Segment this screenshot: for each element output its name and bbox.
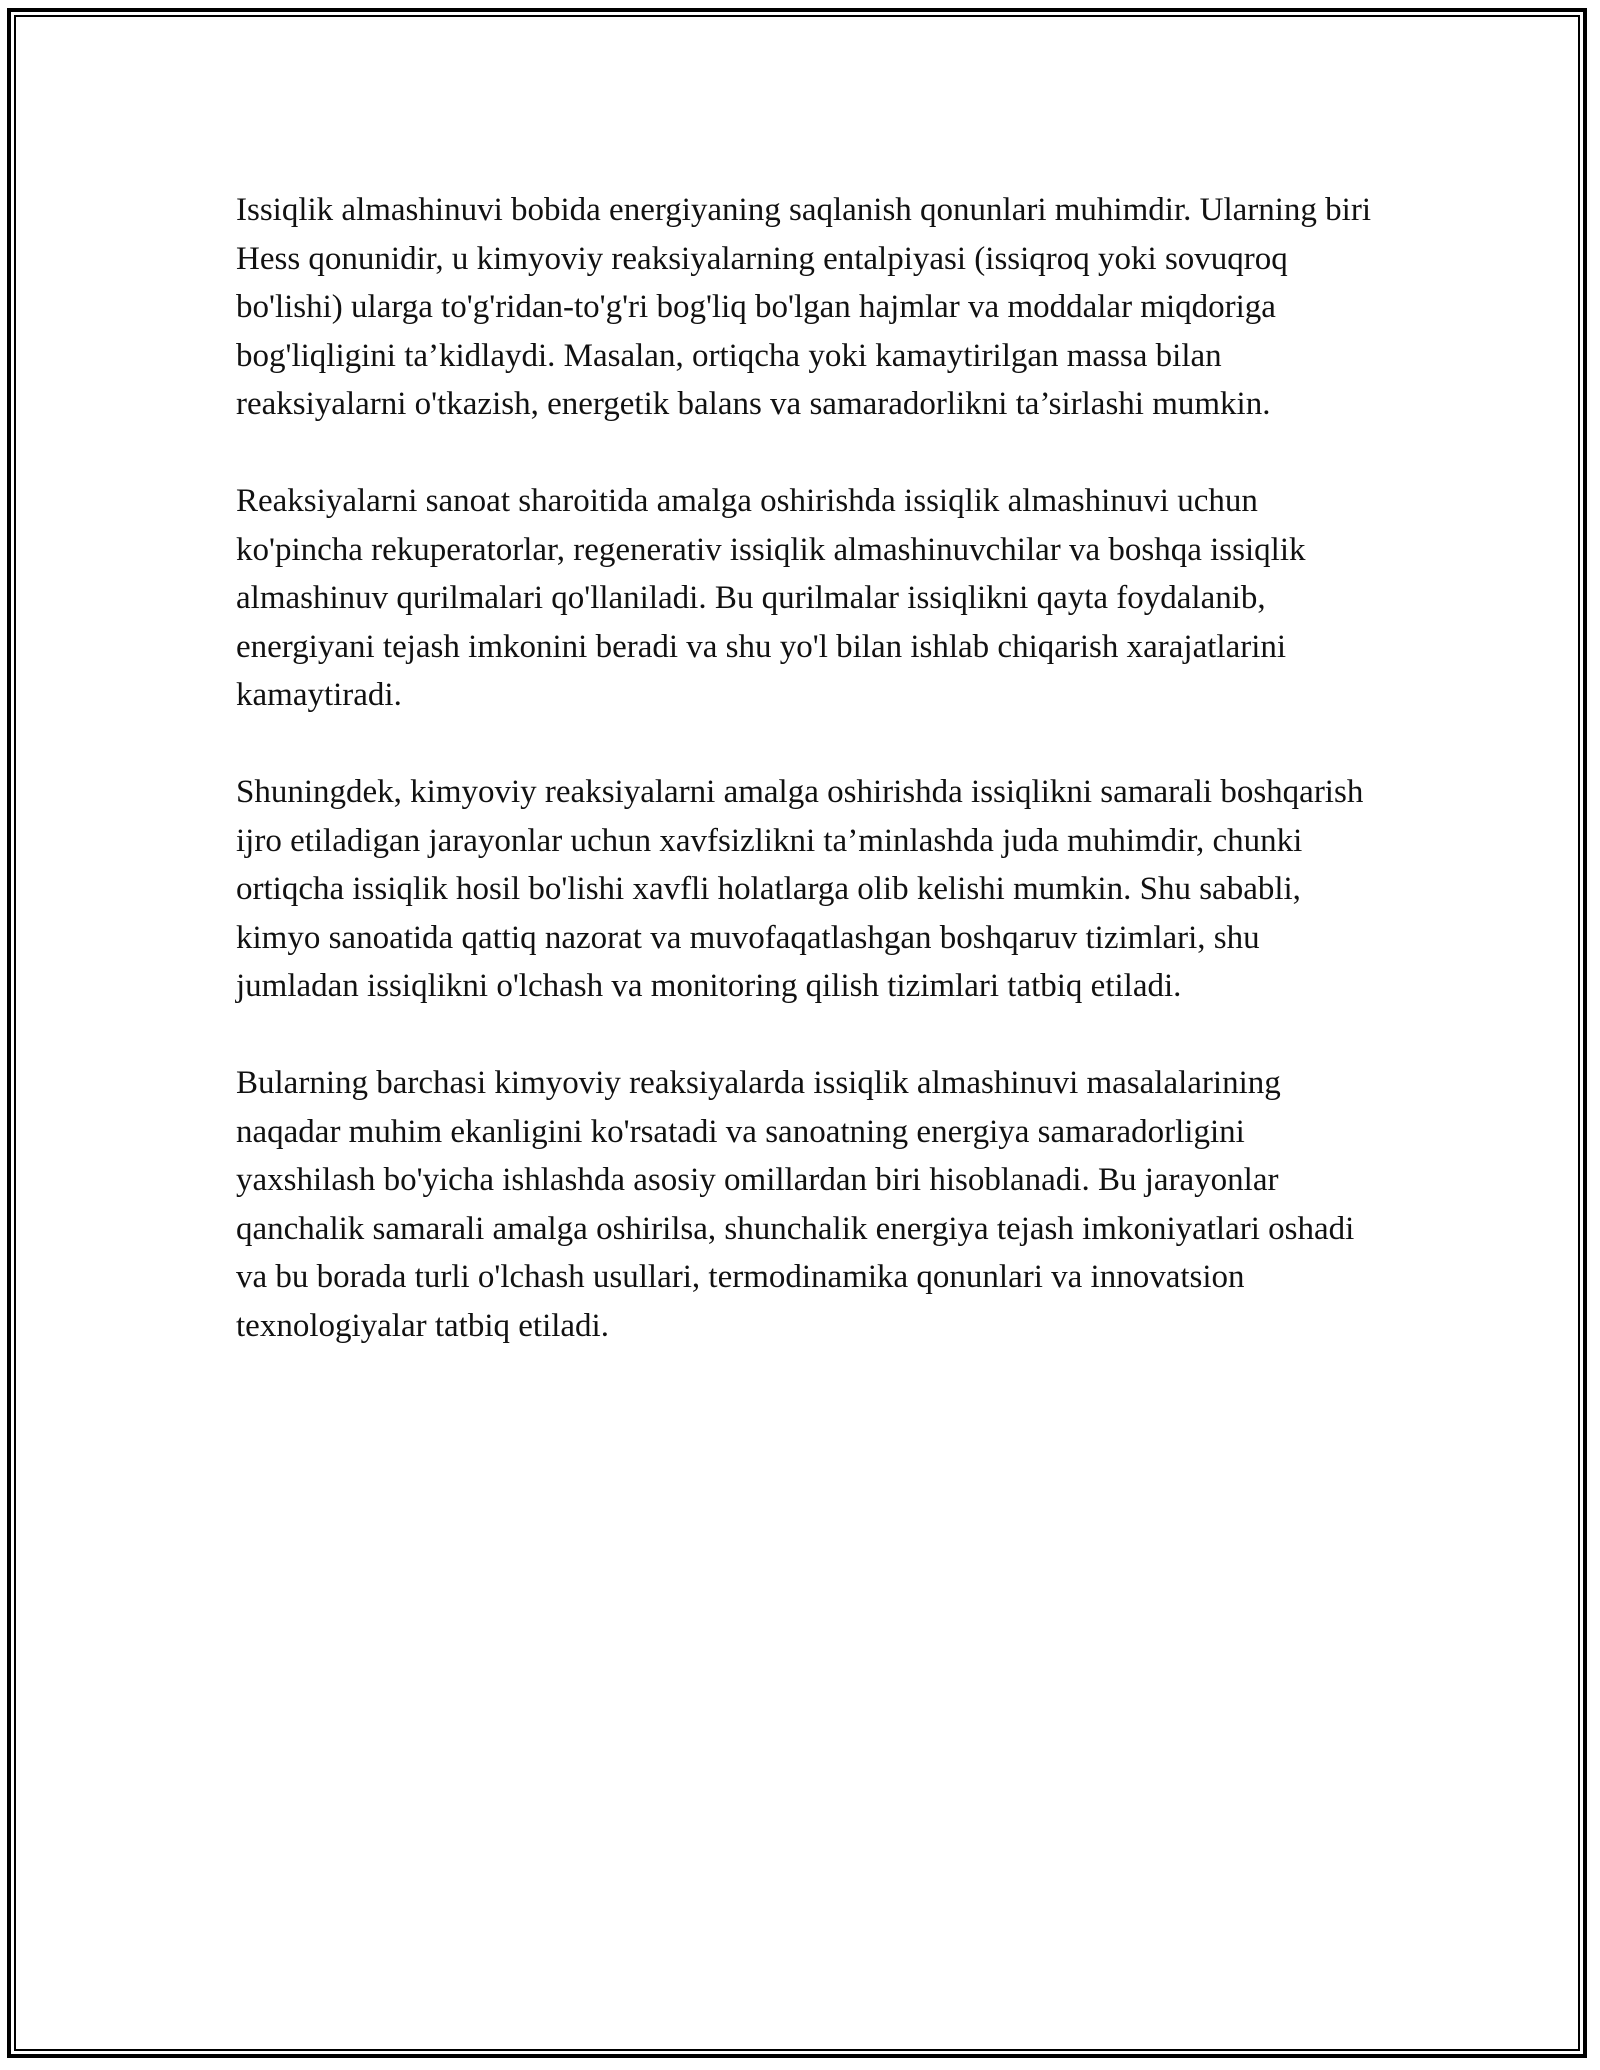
paragraph-1: Issiqlik almashinuvi bobida energiyaning saqlanish qonunlari muhimdir. Ularning biri Hess qonunidir, u kimyoviy reaksiyalarning entalpiyasi (issiqroq yoki sovuqroq bo'lishi) ularga to'g'ridan-to'g'ri bog'liq bo'lgan hajmlar va moddalar miqdoriga bog'liqligini ta’kidlaydi. Masalan, ortiqcha yoki kamaytirilgan massa bilan reaksiyalarni o'tkazish, energetik balans va samaradorlikni ta’sirlashi mumkin. xyxy=(236,192,1371,422)
paragraph-4: Bularning barchasi kimyoviy reaksiyalarda issiqlik almashinuvi masalalarining naqadar muhim ekanligini ko'rsatadi va sanoatning energiya samaradorligini yaxshilash bo'yicha ishlashda asosiy omillardan biri hisoblanadi. Bu jarayonlar qanchalik samarali amalga oshirilsa, shunchalik energiya tejash imkoniyatlari oshadi va bu borada turli o'lchash usullari, termodinamika qonunlari va innovatsion texnologiyalar tatbiq etiladi. xyxy=(236,1065,1355,1344)
document-body xyxy=(236,186,1386,1399)
paragraph-2: Reaksiyalarni sanoat sharoitida amalga oshirishda issiqlik almashinuvi uchun ko'pincha rekuperatorlar, regenerativ issiqlik almashinuvchilar va boshqa issiqlik almashinuv qurilmalari qo'llaniladi. Bu qurilmalar issiqlikni qayta foydalanib, energiyani tejash imkonini beradi va shu yo'l bilan ishlab chiqarish xarajatlarini kamaytiradi. xyxy=(236,483,1306,713)
paragraph-3: Shuningdek, kimyoviy reaksiyalarni amalga oshirishda issiqlikni samarali boshqarish ijro etiladigan jarayonlar uchun xavfsizlikni ta’minlashda juda muhimdir, chunki ortiqcha issiqlik hosil bo'lishi xavfli holatlarga olib kelishi mumkin. Shu sababli, kimyo sanoatida qattiq nazorat va muvofaqatlashgan boshqaruv tizimlari, shu jumladan issiqlikni o'lchash va monitoring qilish tizimlari tatbiq etiladi. xyxy=(236,774,1364,1004)
